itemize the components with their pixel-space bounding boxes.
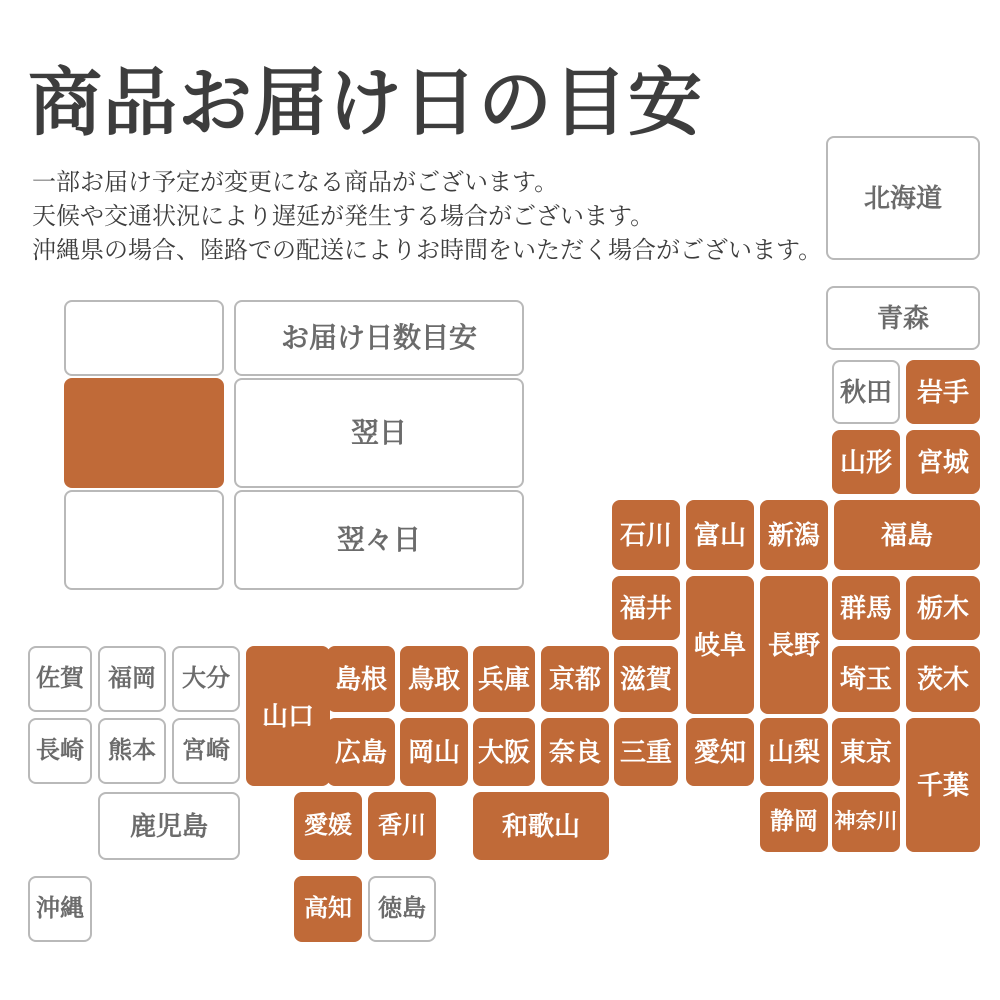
pref-fukushima[interactable]: 福島 <box>834 500 980 570</box>
pref-miyagi[interactable]: 宮城 <box>906 430 980 494</box>
pref-yamaguchi[interactable]: 山口 <box>246 646 330 786</box>
notes-block <box>32 166 822 268</box>
pref-shimane[interactable]: 島根 <box>327 646 395 712</box>
legend-label-second-day: 翌々日 <box>234 490 524 590</box>
pref-aichi[interactable]: 愛知 <box>686 718 754 786</box>
pref-niigata[interactable]: 新潟 <box>760 500 828 570</box>
pref-saitama[interactable]: 埼玉 <box>832 646 900 712</box>
pref-hokkaido[interactable]: 北海道 <box>826 136 980 260</box>
pref-osaka[interactable]: 大阪 <box>473 718 535 786</box>
pref-tokyo[interactable]: 東京 <box>832 718 900 786</box>
pref-ibaraki[interactable]: 茨木 <box>906 646 980 712</box>
legend-label-next-day: 翌日 <box>234 378 524 488</box>
pref-oita[interactable]: 大分 <box>172 646 240 712</box>
legend-header-swatch <box>64 300 224 376</box>
pref-kagawa[interactable]: 香川 <box>368 792 436 860</box>
pref-fukuoka[interactable]: 福岡 <box>98 646 166 712</box>
pref-kanagawa[interactable]: 神奈川 <box>832 792 900 852</box>
pref-mie[interactable]: 三重 <box>614 718 678 786</box>
pref-toyama[interactable]: 富山 <box>686 500 754 570</box>
legend-swatch-second-day <box>64 490 224 590</box>
legend-header-label: お届け日数目安 <box>234 300 524 376</box>
pref-hiroshima[interactable]: 広島 <box>327 718 395 786</box>
pref-yamanashi[interactable]: 山梨 <box>760 718 828 786</box>
pref-saga[interactable]: 佐賀 <box>28 646 92 712</box>
pref-fukui[interactable]: 福井 <box>612 576 680 640</box>
pref-chiba[interactable]: 千葉 <box>906 718 980 852</box>
pref-tottori[interactable]: 鳥取 <box>400 646 468 712</box>
pref-kyoto[interactable]: 京都 <box>541 646 609 712</box>
pref-nagano[interactable]: 長野 <box>760 576 828 714</box>
pref-shiga[interactable]: 滋賀 <box>614 646 678 712</box>
pref-akita[interactable]: 秋田 <box>832 360 900 424</box>
pref-gunma[interactable]: 群馬 <box>832 576 900 640</box>
pref-hyogo[interactable]: 兵庫 <box>473 646 535 712</box>
pref-ishikawa[interactable]: 石川 <box>612 500 680 570</box>
pref-okayama[interactable]: 岡山 <box>400 718 468 786</box>
pref-kagoshima[interactable]: 鹿児島 <box>98 792 240 860</box>
pref-okinawa[interactable]: 沖縄 <box>28 876 92 942</box>
pref-iwate[interactable]: 岩手 <box>906 360 980 424</box>
pref-wakayama[interactable]: 和歌山 <box>473 792 609 860</box>
pref-aomori[interactable]: 青森 <box>826 286 980 350</box>
pref-nagasaki[interactable]: 長崎 <box>28 718 92 784</box>
pref-shizuoka[interactable]: 静岡 <box>760 792 828 852</box>
pref-miyazaki[interactable]: 宮崎 <box>172 718 240 784</box>
pref-ehime[interactable]: 愛媛 <box>294 792 362 860</box>
legend-swatch-next-day <box>64 378 224 488</box>
pref-kochi[interactable]: 高知 <box>294 876 362 942</box>
page-title: 商品お届け日の目安 <box>28 61 703 144</box>
note-line-1: 一部お届け予定が変更になる商品がございます。 <box>32 169 559 196</box>
pref-kumamoto[interactable]: 熊本 <box>98 718 166 784</box>
pref-gifu[interactable]: 岐阜 <box>686 576 754 714</box>
pref-yamagata[interactable]: 山形 <box>832 430 900 494</box>
pref-nara[interactable]: 奈良 <box>541 718 609 786</box>
note-line-3: 沖縄県の場合、陸路での配送によりお時間をいただく場合がございます。 <box>32 237 823 264</box>
pref-tokushima[interactable]: 徳島 <box>368 876 436 942</box>
note-line-2: 天候や交通状況により遅延が発生する場合がございます。 <box>32 203 655 230</box>
pref-tochigi[interactable]: 栃木 <box>906 576 980 640</box>
